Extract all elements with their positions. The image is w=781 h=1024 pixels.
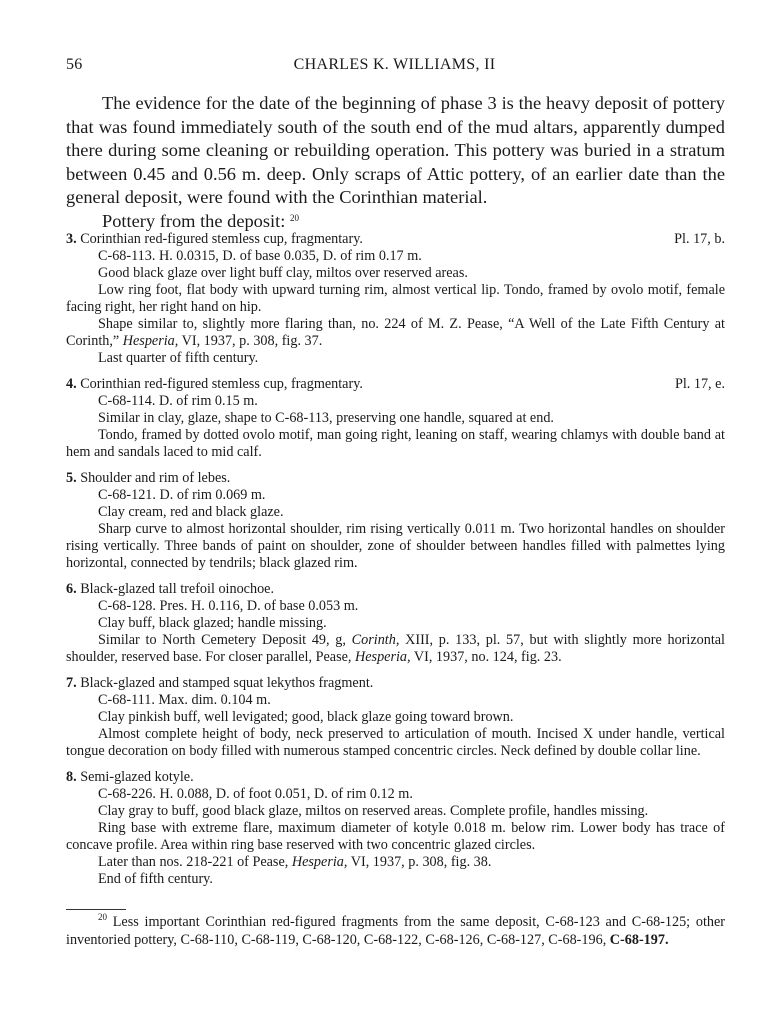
entry-description: Almost complete height of body, neck preserved to articulation of mouth. Incised X under handle, vertical tongue decoration on body filled with numerous stamped concentric circles. Neck defined by double collar line.	[66, 726, 725, 759]
pottery-label-line	[66, 210, 725, 234]
entry-number: 4.	[66, 376, 77, 392]
ref-text: Shape similar to, slightly more flaring than, no. 224 of M. Z. Pease, “A Well of the Late Fifth Century at Corinth,”	[66, 316, 725, 349]
entry-title: Black-glazed tall trefoil oinochoe.	[80, 581, 275, 597]
entry-description: Sharp curve to almost horizontal shoulder, rim rising vertically 0.011 m. Two horizontal handles on shoulder rising vertically. Three bands of paint on shoulder, zone of shoulder between handles filled with palmettes lying horizontal, connected by tendrils; black glazed rim.	[66, 521, 725, 571]
entry-reference	[66, 854, 725, 871]
entry-heading	[66, 231, 725, 248]
entry-line: C-68-113. H. 0.0315, D. of base 0.035, D. of rim 0.17 m.	[98, 248, 422, 264]
ref-text: XIII, p. 133, pl. 57, but with slightly more horizontal shoulder, reserved base. For closer parallel, Pease,	[66, 632, 726, 665]
entry-line: Clay buff, black glazed; handle missing.	[98, 615, 327, 631]
entry-description: Ring base with extreme flare, maximum diameter of kotyle 0.018 m. below rim. Lower body has trace of concave profile. Area within ring base reserved with two concentric glazed circles.	[66, 820, 725, 853]
entry-title: Shoulder and rim of lebes.	[80, 470, 231, 486]
ref-text: VI, 1937, p. 308, fig. 37.	[181, 333, 323, 349]
ref-journal: Hesperia,	[291, 854, 348, 870]
entry-number: 7.	[66, 675, 77, 691]
entry-line: C-68-128. Pres. H. 0.116, D. of base 0.053 m.	[98, 598, 359, 614]
entry-heading	[66, 769, 725, 786]
entry-date: Last quarter of fifth century.	[98, 350, 259, 366]
ref-journal: Corinth,	[351, 632, 400, 648]
footnote	[66, 914, 725, 949]
entry-number: 8.	[66, 769, 77, 785]
footnote-last: C-68-197.	[609, 931, 669, 948]
footnote-rule	[66, 909, 126, 910]
entry-number: 6.	[66, 581, 77, 597]
entry-title: Black-glazed and stamped squat lekythos fragment.	[80, 675, 374, 691]
entry-number: 5.	[66, 470, 77, 486]
entry-line: Good black glaze over light buff clay, miltos over reserved areas.	[98, 265, 468, 281]
ref-text: Similar to North Cemetery Deposit 49, g,	[98, 632, 346, 648]
ref-text: Later than nos. 218-221 of Pease,	[98, 854, 289, 870]
entry-heading	[66, 581, 725, 598]
entry-line: C-68-111. Max. dim. 0.104 m.	[98, 692, 271, 708]
footnote-text-block	[66, 914, 725, 949]
intro-paragraph: The evidence for the date of the beginning of phase 3 is the heavy deposit of pottery that was found immediately south of the south end of the mud altars, apparently dumped there during some cleaning or rebuilding operation. This pottery was buried in a stratum between 0.45 and 0.56 m. deep. Only scraps of Attic pottery, of an earlier date than the general deposit, were found with the Corinthian material.	[66, 93, 725, 207]
catalogue-entries	[66, 231, 725, 897]
page-header	[66, 56, 723, 76]
entry-line: Clay cream, red and black glaze.	[98, 504, 284, 520]
ref-journal: Hesperia,	[355, 649, 411, 665]
entry-reference	[66, 316, 725, 350]
entry-line: Clay gray to buff, good black glaze, miltos on reserved areas. Complete profile, handles missing.	[98, 803, 649, 819]
entry-date: End of fifth century.	[98, 871, 213, 887]
catalogue-entry	[66, 231, 725, 367]
intro-text	[66, 92, 725, 233]
catalogue-entry	[66, 376, 725, 461]
entry-line: C-68-121. D. of rim 0.069 m.	[98, 487, 266, 503]
entry-description: Low ring foot, flat body with upward turning rim, almost vertical lip. Tondo, framed by ovolo motif, female facing right, her right hand on hip.	[66, 282, 725, 315]
catalogue-entry	[66, 675, 725, 760]
footnote-text: Less important Corinthian red-figured fragments from the same deposit, C-68-123 and C-68-125; other inventoried pottery, C-68-110, C-68-119, C-68-120, C-68-122, C-68-126, C-68-127, C-68-196,	[66, 914, 726, 948]
entry-heading	[66, 376, 725, 393]
entry-plate: Pl. 17, e.	[674, 376, 725, 392]
entry-heading	[66, 470, 725, 487]
catalogue-entry	[66, 581, 725, 666]
entry-description	[66, 632, 725, 666]
entry-title: Corinthian red-figured stemless cup, fragmentary.	[80, 231, 363, 247]
entry-plate: Pl. 17, b.	[674, 231, 725, 247]
entry-title: Corinthian red-figured stemless cup, fragmentary.	[80, 376, 363, 392]
ref-text: VI, 1937, p. 308, fig. 38.	[350, 854, 492, 870]
entry-line: C-68-226. H. 0.088, D. of foot 0.051, D. of rim 0.12 m.	[98, 786, 413, 802]
catalogue-entry	[66, 470, 725, 572]
entry-number: 3.	[66, 231, 77, 247]
footnote-ref: 20	[289, 212, 299, 223]
entry-line: C-68-114. D. of rim 0.15 m.	[98, 393, 258, 409]
running-title: CHARLES K. WILLIAMS, II	[293, 56, 496, 73]
entry-line: Similar in clay, glaze, shape to C-68-113, preserving one handle, squared at end.	[98, 410, 554, 426]
entry-line: Clay pinkish buff, well levigated; good, black glaze going toward brown.	[98, 709, 514, 725]
ref-journal: Hesperia,	[122, 333, 179, 349]
pottery-label: Pottery from the deposit:	[102, 210, 286, 231]
footnote-marker: 20	[98, 912, 107, 922]
page-number: 56	[66, 56, 83, 73]
catalogue-entry	[66, 769, 725, 888]
ref-text: VI, 1937, no. 124, fig. 23.	[413, 649, 562, 665]
entry-title: Semi-glazed kotyle.	[80, 769, 194, 785]
entry-heading	[66, 675, 725, 692]
entry-description: Tondo, framed by dotted ovolo motif, man going right, leaning on staff, wearing chlamys with double band at hem and sandals laced to mid calf.	[66, 427, 725, 460]
